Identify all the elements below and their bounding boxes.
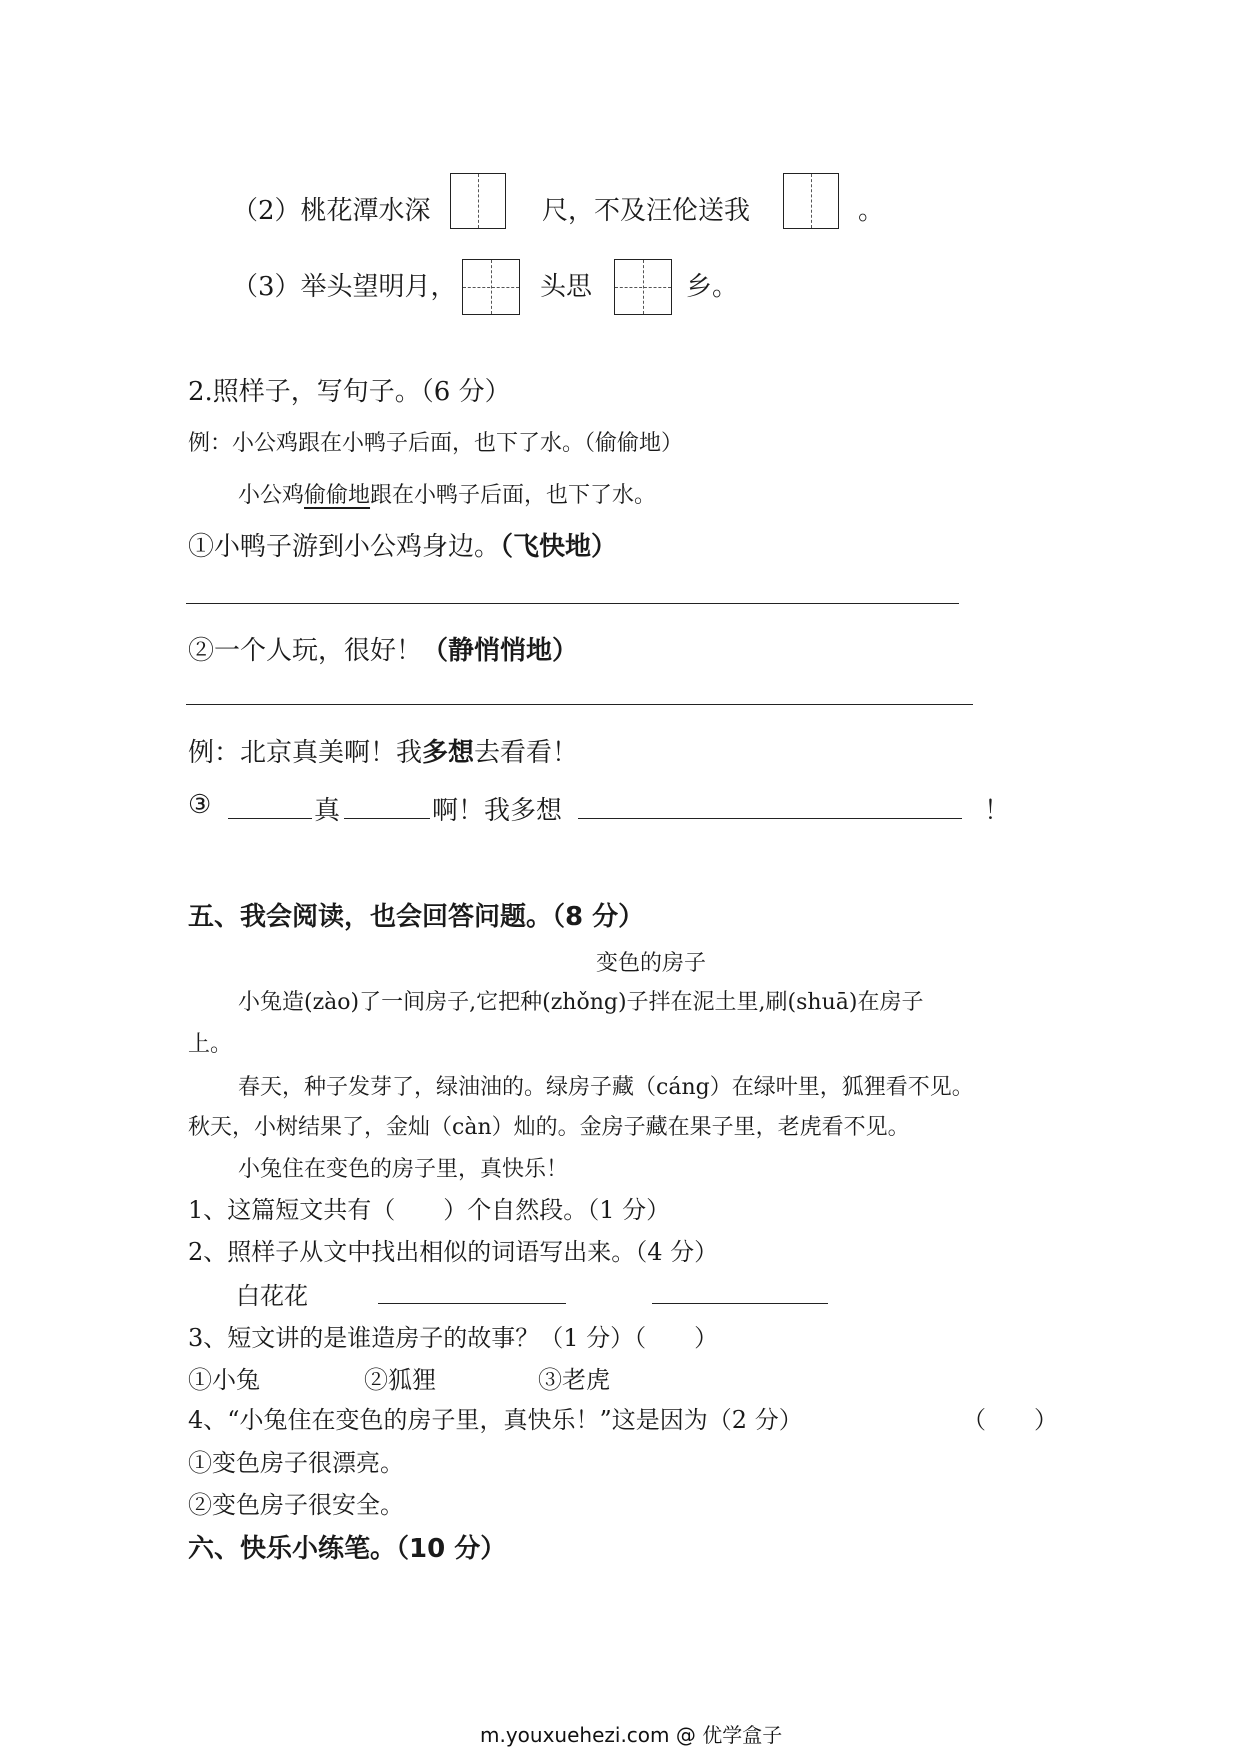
answer-blank[interactable] [228,818,312,819]
reading-q1: 1、这篇短文共有（ ）个自然段。（1 分） [188,1196,671,1224]
item-1 [188,526,617,563]
reading-q4-answer-paren[interactable]: （ ） [962,1406,1058,1434]
section-5-title: 五、我会阅读，也会回答问题。（8 分） [188,902,645,932]
answer-blank[interactable] [652,1303,828,1304]
passage-p1-line2: 上。 [188,1032,233,1057]
item-1-hint: （飞快地） [500,532,618,562]
example-2-post: 去看看！ [474,738,579,768]
item-2 [188,630,578,667]
example-2 [188,732,578,769]
poem-q2-prefix: （2）桃花潭水深 [232,196,431,226]
reading-q4-option-2[interactable]: ②变色房子很安全。 [188,1491,404,1519]
tian-grid-box[interactable] [614,259,672,315]
passage-p3: 小兔住在变色的房子里，真快乐！ [238,1157,569,1182]
item-2-text: ②一个人玩，很好！ [188,636,423,666]
example-answer-post: 跟在小鸭子后面，也下了水。 [370,483,657,508]
passage-title: 变色的房子 [596,951,707,976]
reading-q3-option-2[interactable]: ②狐狸 [364,1366,436,1394]
item-2-hint: （静悄悄地） [422,636,579,666]
reading-q2-example: 白花花 [236,1282,308,1310]
question-title: 2.照样子，写句子。（6 分） [188,377,511,407]
example-2-pre: 例：北京真美啊！我 [188,738,423,768]
reading-q3: 3、短文讲的是谁造房子的故事？（1 分）（ ） [188,1324,719,1352]
tian-grid-box[interactable] [450,173,506,229]
poem-q3-end: 乡。 [686,272,739,302]
answer-blank[interactable] [378,1303,566,1304]
example-sentence: 例：小公鸡跟在小鸭子后面，也下了水。（偷偷地） [188,431,684,456]
answer-blank[interactable] [578,818,962,819]
passage-p1-line1: 小兔造(zào)了一间房子,它把种(zhǒng)子拌在泥土里,刷(shuā)在房子 [238,990,924,1015]
item-3-num: ③ [188,790,212,820]
example-answer [238,478,656,509]
example-answer-underlined: 偷偷地 [304,483,371,508]
passage-p2-line2: 秋天，小树结果了，金灿（càn）灿的。金房子藏在果子里，老虎看不见。 [188,1115,910,1140]
passage-p2-line1: 春天，种子发芽了，绿油油的。绿房子藏（cáng）在绿叶里，狐狸看不见。 [238,1075,974,1100]
poem-q3-mid: 头思 [540,272,593,302]
item-1-text: ①小鸭子游到小公鸡身边。 [188,532,501,562]
footer-watermark: m.youxuehezi.com @ 优学盒子 [480,1723,783,1747]
item-3-text: 啊！我多想 [432,796,563,826]
answer-line[interactable] [186,704,973,705]
example-answer-pre: 小公鸡 [238,483,305,508]
poem-q2-mid: 尺，不及汪伦送我 [542,196,751,226]
poem-q3-prefix: （3）举头望明月， [232,272,457,302]
poem-q2-end: 。 [858,196,885,226]
reading-q2: 2、照样子从文中找出相似的词语写出来。（4 分） [188,1238,719,1266]
tian-grid-box[interactable] [462,259,520,315]
item-3-end: ！ [984,796,1011,826]
reading-q3-option-1[interactable]: ①小兔 [188,1366,260,1394]
reading-q3-option-3[interactable]: ③老虎 [538,1366,610,1394]
item-3-zhen: 真 [314,796,341,826]
section-6-title: 六、快乐小练笔。（10 分） [188,1534,507,1564]
reading-q4: 4、“小兔住在变色的房子里，真快乐！”这是因为（2 分） [188,1406,803,1434]
tian-grid-box[interactable] [783,173,839,229]
answer-blank[interactable] [344,818,430,819]
example-2-bold: 多想 [422,738,475,768]
reading-q4-option-1[interactable]: ①变色房子很漂亮。 [188,1449,404,1477]
answer-line[interactable] [186,603,959,604]
